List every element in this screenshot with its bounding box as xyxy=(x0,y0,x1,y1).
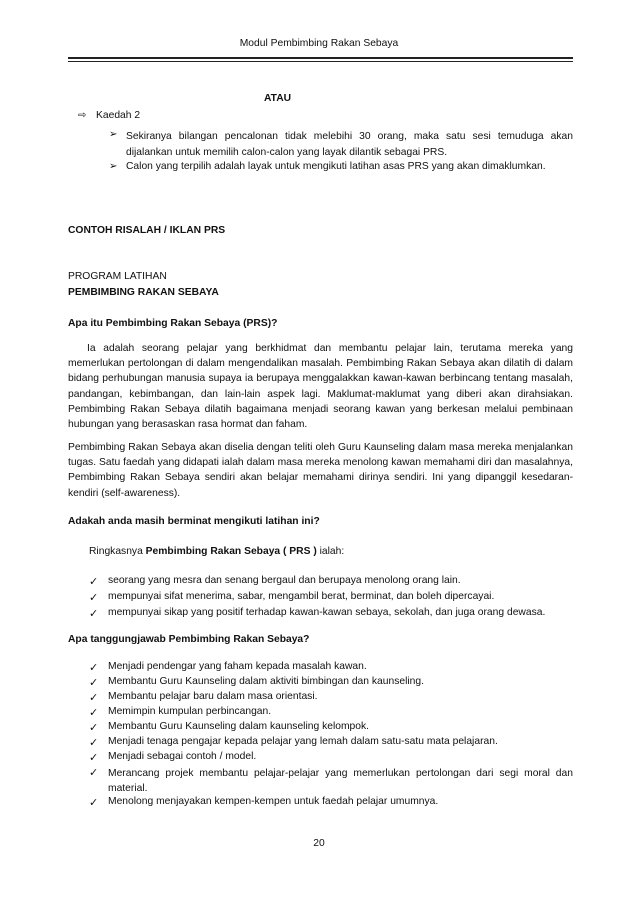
q3-item: Membantu pelajar baru dalam masa orientasi. xyxy=(108,691,318,702)
q3-item: Menolong menjayakan kempen-kempen untuk faedah pelajar umumnya. xyxy=(108,796,439,807)
q1-paragraph-1: Ia adalah seorang pelajar yang berkhidmat dan membantu pelajar lain, terutama mereka yang memerlukan pertolongan di dalam mengendalikan masalah. Pembimbing Rakan Sebaya akan dilatih di dalam bidang perhubungan manusia supaya ia berupaya menggalakkan kawan-kawan berbincang tentang masalah, pandangan, kebimbangan, dan lain-lain aspek lagi. Maklumat-maklumat yang diberi akan dirahsiakan. Pembimbing Rakan Sebaya dilatih bagaimana menjadi seorang kawan yang berkesan melalui pembinaan hubungan yang berasaskan rasa hormat dan faham. xyxy=(68,343,573,431)
checkmark-icon: ✓ xyxy=(89,722,99,734)
q2-intro-suffix: ialah: xyxy=(316,546,345,557)
program-line-2: PEMBIMBING RAKAN SEBAYA xyxy=(68,287,219,298)
q3-item: Menjadi pendengar yang faham kepada masalah kawan. xyxy=(108,661,367,672)
q3-item: Menjadi sebagai contoh / model. xyxy=(108,751,257,762)
q3-item: Membantu Guru Kaunseling dalam kaunseling kelompok. xyxy=(108,721,370,732)
checkmark-icon: ✓ xyxy=(89,576,99,588)
q2-intro-prefix: Ringkasnya xyxy=(89,546,146,557)
header-rule-thick xyxy=(68,57,573,59)
atau-heading: ATAU xyxy=(264,93,292,104)
checkmark-icon: ✓ xyxy=(89,592,99,604)
kaedah-item-2: Calon yang terpilih adalah layak untuk mengikuti latihan asas PRS yang akan dimaklumkan. xyxy=(126,161,546,172)
checkmark-icon: ✓ xyxy=(89,692,99,704)
arrowhead-icon: ➢ xyxy=(109,161,118,172)
arrowhead-icon: ➢ xyxy=(109,129,118,140)
q2-item: seorang yang mesra dan senang bergaul dan berupaya menolong orang lain. xyxy=(108,575,461,586)
q3-item: Membantu Guru Kaunseling dalam aktiviti bimbingan dan kaunseling. xyxy=(108,676,424,687)
checkmark-icon: ✓ xyxy=(89,707,99,719)
q1-heading: Apa itu Pembimbing Rakan Sebaya (PRS)? xyxy=(68,318,278,329)
q2-heading: Adakah anda masih berminat mengikuti latihan ini? xyxy=(68,516,320,527)
kaedah-item-1: Sekiranya bilangan pencalonan tidak melebihi 30 orang, maka satu sesi temuduga akan dijalankan untuk memilih calon-calon yang layak dilantik sebagai PRS. xyxy=(126,131,573,158)
hollow-arrow-icon: ⇨ xyxy=(78,110,87,121)
header-rule-thin xyxy=(68,61,573,62)
q3-item: Merancang projek membantu pelajar-pelajar yang memerlukan pertolongan dari segi moral dan material. xyxy=(108,768,573,795)
q2-intro-bold: Pembimbing Rakan Sebaya ( PRS ) xyxy=(145,546,317,557)
running-header: Modul Pembimbing Rakan Sebaya xyxy=(239,38,399,49)
checkmark-icon: ✓ xyxy=(89,752,99,764)
page-number: 20 xyxy=(313,838,325,849)
checkmark-icon: ✓ xyxy=(89,662,99,674)
checkmark-icon: ✓ xyxy=(89,797,99,809)
q2-item: mempunyai sikap yang positif terhadap kawan-kawan sebaya, sekolah, dan juga orang dewasa. xyxy=(108,607,546,618)
kaedah-label: Kaedah 2 xyxy=(96,110,141,121)
program-line-1: PROGRAM LATIHAN xyxy=(68,271,167,282)
contoh-heading: CONTOH RISALAH / IKLAN PRS xyxy=(68,225,226,236)
checkmark-icon: ✓ xyxy=(89,608,99,620)
q3-heading: Apa tanggungjawab Pembimbing Rakan Sebaya? xyxy=(68,634,310,645)
checkmark-icon: ✓ xyxy=(89,677,99,689)
q3-item: Memimpin kumpulan perbincangan. xyxy=(108,706,272,717)
q2-item: mempunyai sifat menerima, sabar, mengambil berat, berminat, dan boleh dipercayai. xyxy=(108,591,495,602)
q3-item: Menjadi tenaga pengajar kepada pelajar yang lemah dalam satu-satu mata pelajaran. xyxy=(108,736,498,747)
q2-intro xyxy=(89,546,344,557)
checkmark-icon: ✓ xyxy=(89,737,99,749)
checkmark-icon: ✓ xyxy=(89,767,99,779)
q1-paragraph-2: Pembimbing Rakan Sebaya akan diselia dengan teliti oleh Guru Kaunseling dalam masa mereka menjalankan tugas. Satu faedah yang didapati ialah dalam masa mereka menolong kawan memahami diri dan masalahnya, Pembimbing Rakan Sebaya sendiri akan belajar memahami dirinya sendiri. Ini yang dipanggil kesedaran-kendiri (self-awareness). xyxy=(68,442,573,499)
